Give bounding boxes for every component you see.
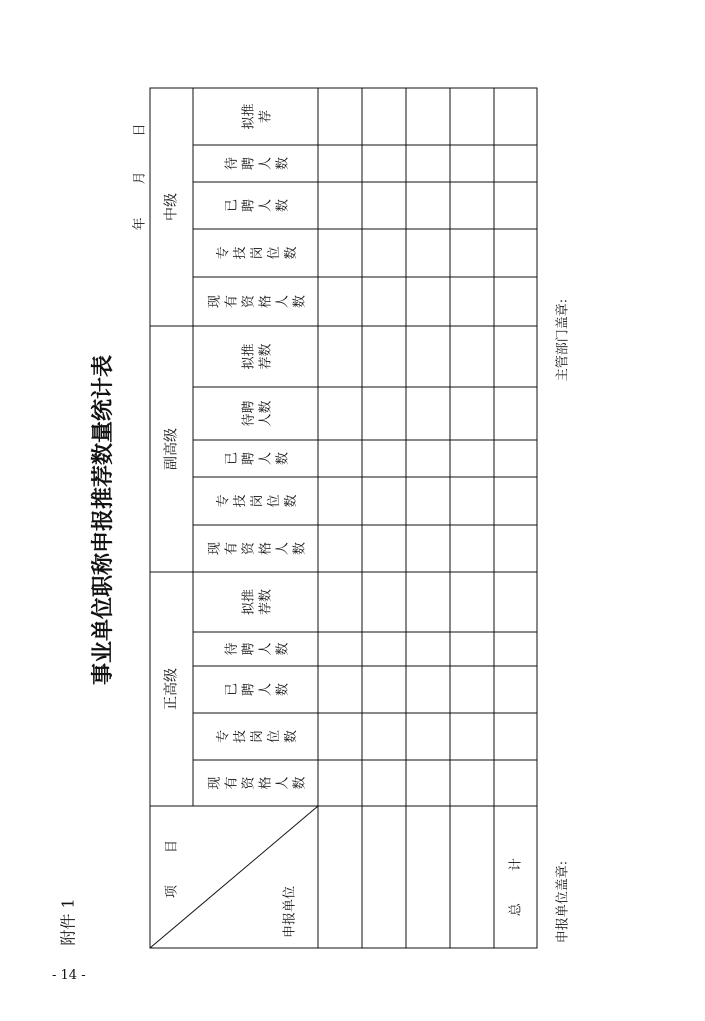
column-header: 聘 [241, 451, 257, 466]
page-number: - 14 - [52, 968, 86, 983]
column-header: 数 [275, 198, 291, 213]
column-header: 现 [207, 541, 223, 556]
column-header: 拟推 [241, 103, 257, 130]
date-day: 日 [132, 123, 148, 137]
column-header: 资 [241, 294, 257, 309]
column-header: 聘 [241, 198, 257, 213]
column-header: 数 [275, 156, 291, 171]
group-label: 中级 [163, 193, 180, 221]
column-header: 拟推 [241, 588, 257, 616]
column-header: 资 [241, 776, 257, 790]
date-year: 年 [132, 217, 148, 231]
date-month: 月 [132, 171, 148, 185]
column-header: 技 [233, 494, 248, 508]
column-header: 荐数 [258, 588, 274, 616]
column-header: 数 [284, 246, 299, 260]
column-header: 格 [258, 776, 274, 790]
column-header: 已 [224, 198, 240, 213]
column-header: 岗 [250, 729, 265, 744]
column-header: 已 [224, 682, 240, 697]
column-header: 待 [224, 156, 240, 171]
column-header: 人 [258, 156, 274, 171]
column-header: 位 [267, 246, 282, 260]
column-header: 人 [258, 451, 274, 466]
column-header: 数 [275, 682, 291, 697]
column-header: 人 [258, 198, 274, 213]
table-border [150, 88, 537, 948]
column-header: 专 [216, 494, 231, 508]
page-title: 事业单位职称申报推荐数量统计表 [90, 354, 116, 686]
column-header: 荐数 [258, 343, 274, 370]
column-header: 现 [207, 776, 223, 790]
column-header: 数 [284, 494, 299, 508]
column-header: 数 [292, 294, 308, 309]
column-header: 有 [224, 294, 240, 309]
column-header: 资 [241, 541, 257, 556]
column-header: 人 [258, 642, 274, 656]
column-header: 已 [224, 451, 240, 466]
column-header: 聘 [241, 682, 257, 697]
column-header: 专 [216, 729, 231, 744]
column-header: 数 [292, 776, 308, 790]
column-header: 位 [267, 729, 282, 744]
column-header: 人 [275, 294, 291, 309]
column-header: 人 [258, 682, 274, 697]
column-header: 待 [224, 642, 240, 656]
column-header: 位 [267, 494, 282, 508]
column-header: 岗 [250, 494, 265, 508]
column-header: 有 [224, 541, 240, 556]
column-header: 人 [275, 541, 291, 556]
column-header: 待聘 [241, 400, 257, 427]
column-header: 格 [258, 541, 274, 556]
attachment-label: 附件 1 [58, 898, 78, 946]
column-header: 人数 [258, 400, 274, 427]
column-header: 有 [224, 776, 240, 790]
group-label: 副高级 [163, 428, 180, 470]
unit-seal-label: 申报单位盖章: [555, 860, 571, 944]
column-header: 拟推 [241, 343, 257, 370]
column-header: 现 [207, 294, 223, 309]
column-header: 技 [233, 729, 248, 744]
column-header: 聘 [241, 642, 257, 656]
column-header: 数 [275, 451, 291, 466]
column-header: 数 [292, 541, 308, 556]
column-header: 岗 [250, 246, 265, 260]
column-header: 技 [233, 246, 248, 260]
column-header: 格 [258, 294, 274, 309]
column-header: 荐 [258, 109, 274, 124]
column-header: 数 [275, 642, 291, 656]
total-label: 总 计 [508, 843, 524, 917]
column-header: 数 [284, 729, 299, 744]
column-header: 专 [216, 246, 231, 260]
group-label: 正高级 [163, 668, 180, 710]
header-unit-label: 申报单位 [282, 885, 298, 939]
column-header: 人 [275, 776, 291, 790]
dept-seal-label: 主管部门盖章: [555, 298, 571, 382]
header-item-label: 项 目 [164, 825, 180, 899]
column-header: 聘 [241, 156, 257, 171]
